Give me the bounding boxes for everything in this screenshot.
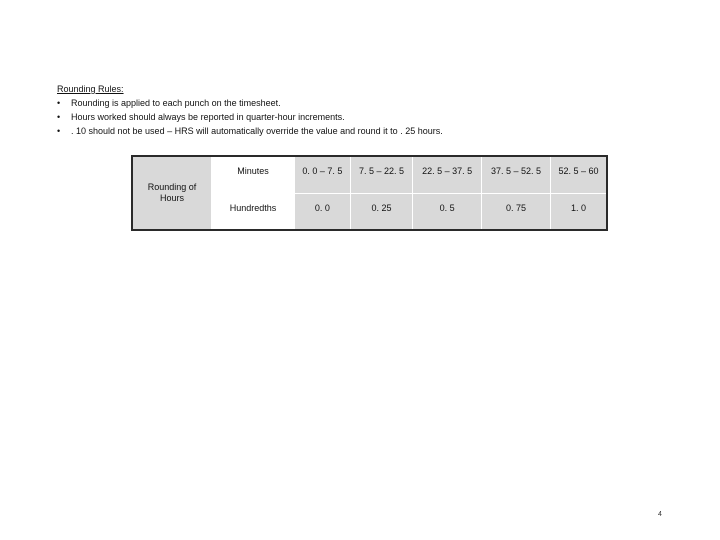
- table-cell: 7. 5 – 22. 5: [350, 156, 412, 193]
- page-number: 4: [658, 511, 662, 518]
- table-row-minutes: [132, 156, 607, 193]
- table-cell: 0. 5: [413, 193, 482, 230]
- row-label-minutes: Minutes: [212, 156, 295, 193]
- rules-list: [57, 96, 617, 138]
- table-cell: 52. 5 – 60: [550, 156, 607, 193]
- bullet-icon: •: [57, 112, 61, 122]
- rule-item: [57, 96, 617, 110]
- rules-title: Rounding Rules:: [57, 84, 124, 94]
- rule-text: Rounding is applied to each punch on the timesheet.: [71, 98, 281, 108]
- bullet-icon: •: [57, 126, 61, 136]
- table-cell: 1. 0: [550, 193, 607, 230]
- table-cell: 0. 0 – 7. 5: [295, 156, 351, 193]
- table-cell: 37. 5 – 52. 5: [482, 156, 551, 193]
- table-cell: 22. 5 – 37. 5: [413, 156, 482, 193]
- bullet-icon: •: [57, 98, 61, 108]
- rule-text: Hours worked should always be reported in quarter-hour increments.: [71, 112, 345, 122]
- rounding-table: [131, 155, 608, 231]
- table-cell: 0. 0: [295, 193, 351, 230]
- rule-item: [57, 110, 617, 124]
- rounding-rules: [57, 82, 617, 138]
- rule-text: . 10 should not be used – HRS will automatically override the value and round it to . 25 hours.: [71, 126, 443, 136]
- rounding-of-hours-label: Rounding of Hours: [132, 156, 212, 230]
- rule-item: [57, 124, 617, 138]
- row-label-hundredths: Hundredths: [212, 193, 295, 230]
- table-cell: 0. 25: [350, 193, 412, 230]
- table-cell: 0. 75: [482, 193, 551, 230]
